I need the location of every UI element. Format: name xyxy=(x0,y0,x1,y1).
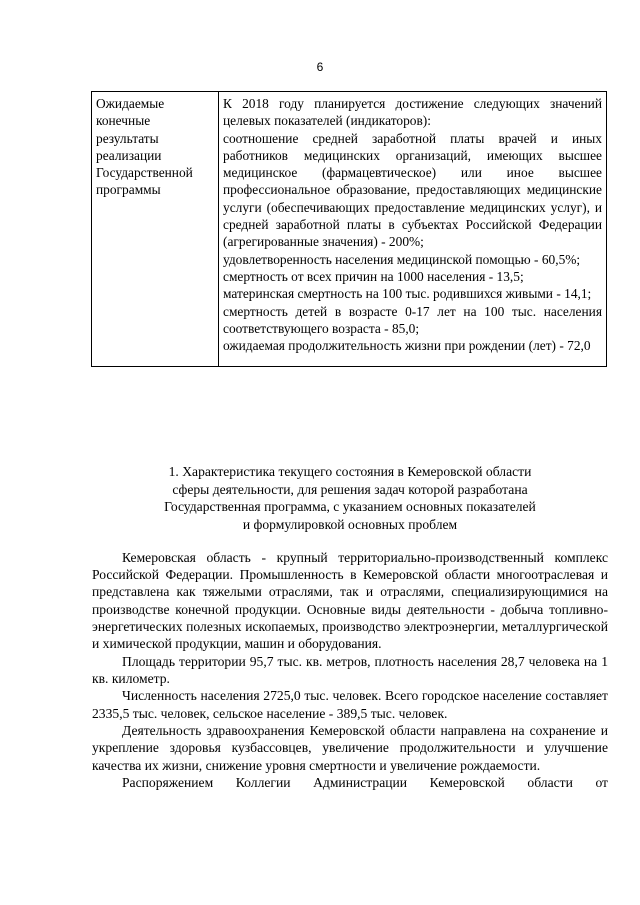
value-line: материнская смертность на 100 тыс. родившихся живыми - 14,1; xyxy=(223,286,592,302)
row-value xyxy=(219,92,607,367)
heading-line: Государственная программа, с указанием основных показателей xyxy=(164,499,536,515)
paragraph: Распоряжением Коллегии Администрации Кемеровской области от xyxy=(122,775,608,791)
table-row xyxy=(92,92,607,367)
paragraph: Деятельность здравоохранения Кемеровской области направлена на сохранение и укрепление здоровья кузбассовцев, увеличение продолжительности и улучшение качества их жизни, снижение уровня смертности и увеличение рождаемости. xyxy=(92,723,608,773)
section-heading xyxy=(92,463,608,533)
heading-line: 1. Характеристика текущего состояния в Кемеровской области xyxy=(168,464,532,479)
page-number: 6 xyxy=(316,60,324,74)
paragraph: Площадь территории 95,7 тыс. кв. метров, плотность населения 28,7 человека на 1 кв. километр. xyxy=(92,653,608,686)
value-line: смертность детей в возрасте 0-17 лет на 100 тыс. населения соответствующего возраста - 85,0; xyxy=(223,303,602,336)
row-label: Ожидаемые конечные результаты реализации Государственной программы xyxy=(92,92,219,367)
program-passport-table xyxy=(91,91,607,367)
body-text xyxy=(92,549,608,792)
value-line: удовлетворенность населения медицинской помощью - 60,5%; xyxy=(223,251,581,267)
heading-line: сферы деятельности, для решения задач которой разработана xyxy=(172,481,528,497)
paragraph: Кемеровская область - крупный территориально-производственный комплекс Российской Федерации. Промышленность в Кемеровской области многоотраслевая и представлена как тяжелыми отраслями, так и отраслями, специализирующимися на производстве конечной продукции. Основные виды деятельности - добыча топливно-энергетических полезных ископаемых, производство электроэнергии, металлургической и химической продукции, машин и оборудования. xyxy=(92,550,608,652)
value-line: ожидаемая продолжительность жизни при рождении (лет) - 72,0 xyxy=(223,338,591,354)
value-line: соотношение средней заработной платы врачей и иных работников медицинских организаций, имеющих высшее медицинское (фармацевтическое) или иное высшее профессиональное образование, предоставляющих медицинские услуги (обеспечивающих предоставление медицинских услуг), и средней заработной платы в субъектах Российской Федерации (агрегированные значения) - 200%; xyxy=(223,130,602,250)
heading-line: и формулировкой основных проблем xyxy=(242,516,458,532)
value-line: К 2018 году планируется достижение следующих значений целевых показателей (индикаторов): xyxy=(223,96,602,129)
value-line: смертность от всех причин на 1000 населения - 13,5; xyxy=(223,268,524,284)
paragraph: Численность населения 2725,0 тыс. человек. Всего городское население составляет 2335,5 тыс. человек, сельское население - 389,5 тыс. человек. xyxy=(92,688,608,721)
